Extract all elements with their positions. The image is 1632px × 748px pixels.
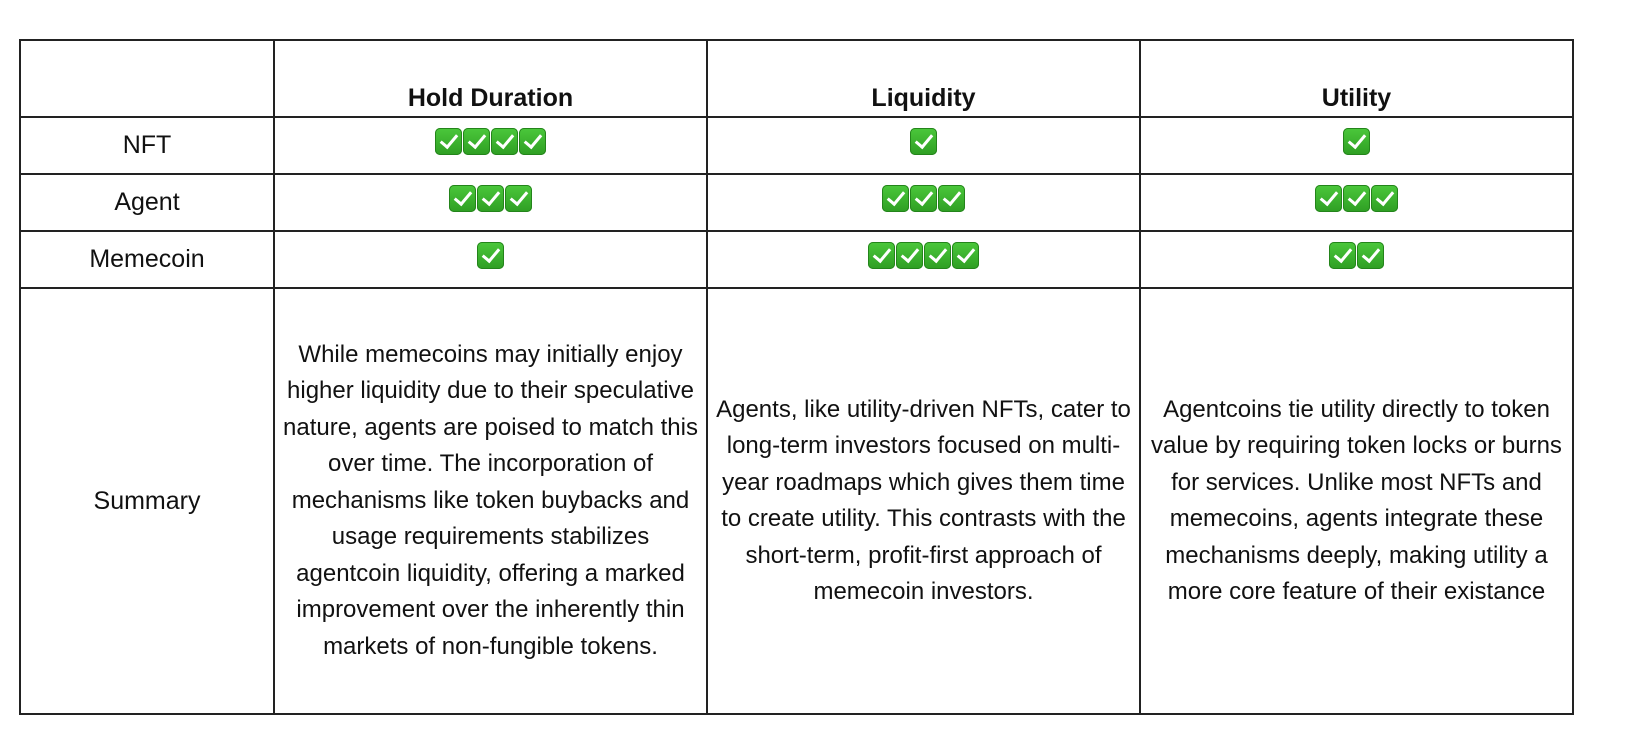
summary-text: Agents, like utility-driven NFTs, cater to long-term investors focused on multi-year roadmaps which gives them time to create utility. This contrasts with the short-term, profit-first approach of memecoin investors. xyxy=(716,395,1131,605)
check-rating xyxy=(1329,242,1384,269)
check-mark-button-icon xyxy=(1315,185,1342,212)
check-mark-button-icon xyxy=(938,185,965,212)
check-mark-button-icon xyxy=(449,185,476,212)
check-mark-button-icon xyxy=(952,242,979,269)
table-row-agent xyxy=(20,174,1573,231)
header-liquidity: Liquidity xyxy=(707,40,1140,117)
rating-cell xyxy=(1140,117,1573,174)
check-rating xyxy=(477,242,504,269)
check-mark-button-icon xyxy=(477,185,504,212)
check-mark-button-icon xyxy=(463,128,490,155)
check-rating xyxy=(1315,185,1398,212)
check-mark-button-icon xyxy=(910,128,937,155)
row-label-nft: NFT xyxy=(20,117,274,174)
table-row-summary xyxy=(20,288,1573,714)
check-mark-button-icon xyxy=(1343,128,1370,155)
rating-cell xyxy=(274,174,707,231)
check-mark-button-icon xyxy=(910,185,937,212)
rating-cell xyxy=(274,117,707,174)
check-mark-button-icon xyxy=(924,242,951,269)
header-corner-cell xyxy=(20,40,274,117)
summary-cell-utility xyxy=(1140,288,1573,714)
check-mark-button-icon xyxy=(519,128,546,155)
check-mark-button-icon xyxy=(896,242,923,269)
header-utility: Utility xyxy=(1140,40,1573,117)
rating-cell xyxy=(707,174,1140,231)
check-mark-button-icon xyxy=(491,128,518,155)
check-rating xyxy=(868,242,979,269)
check-mark-button-icon xyxy=(868,242,895,269)
rating-cell xyxy=(274,231,707,288)
rating-cell xyxy=(707,231,1140,288)
summary-text: Agentcoins tie utility directly to token value by requiring token locks or burns for services. Unlike most NFTs and memecoins, agents integrate these mechanisms deeply, making utility a more core feature of their existance xyxy=(1151,395,1562,605)
comparison-table xyxy=(19,39,1574,715)
check-mark-button-icon xyxy=(1329,242,1356,269)
check-mark-button-icon xyxy=(882,185,909,212)
check-mark-button-icon xyxy=(505,185,532,212)
check-mark-button-icon xyxy=(435,128,462,155)
check-mark-button-icon xyxy=(477,242,504,269)
header-row xyxy=(20,40,1573,117)
check-rating xyxy=(1343,128,1370,155)
rating-cell xyxy=(1140,231,1573,288)
row-label-memecoin: Memecoin xyxy=(20,231,274,288)
rating-cell xyxy=(707,117,1140,174)
check-mark-button-icon xyxy=(1371,185,1398,212)
check-rating xyxy=(910,128,937,155)
rating-cell xyxy=(1140,174,1573,231)
check-mark-button-icon xyxy=(1343,185,1370,212)
check-mark-button-icon xyxy=(1357,242,1384,269)
table-row-nft xyxy=(20,117,1573,174)
summary-cell-liquidity xyxy=(707,288,1140,714)
check-rating xyxy=(449,185,532,212)
row-label-agent: Agent xyxy=(20,174,274,231)
summary-text: While memecoins may initially enjoy higher liquidity due to their speculative nature, agents are poised to match this over time. The incorporation of mechanisms like token buybacks and usage requirements stabilizes agentcoin liquidity, offering a marked improvement over the inherently thin markets of non-fungible tokens. xyxy=(283,340,698,660)
row-label-summary: Summary xyxy=(20,288,274,714)
summary-cell-hold-duration xyxy=(274,288,707,714)
table-row-memecoin xyxy=(20,231,1573,288)
header-hold-duration: Hold Duration xyxy=(274,40,707,117)
check-rating xyxy=(435,128,546,155)
check-rating xyxy=(882,185,965,212)
